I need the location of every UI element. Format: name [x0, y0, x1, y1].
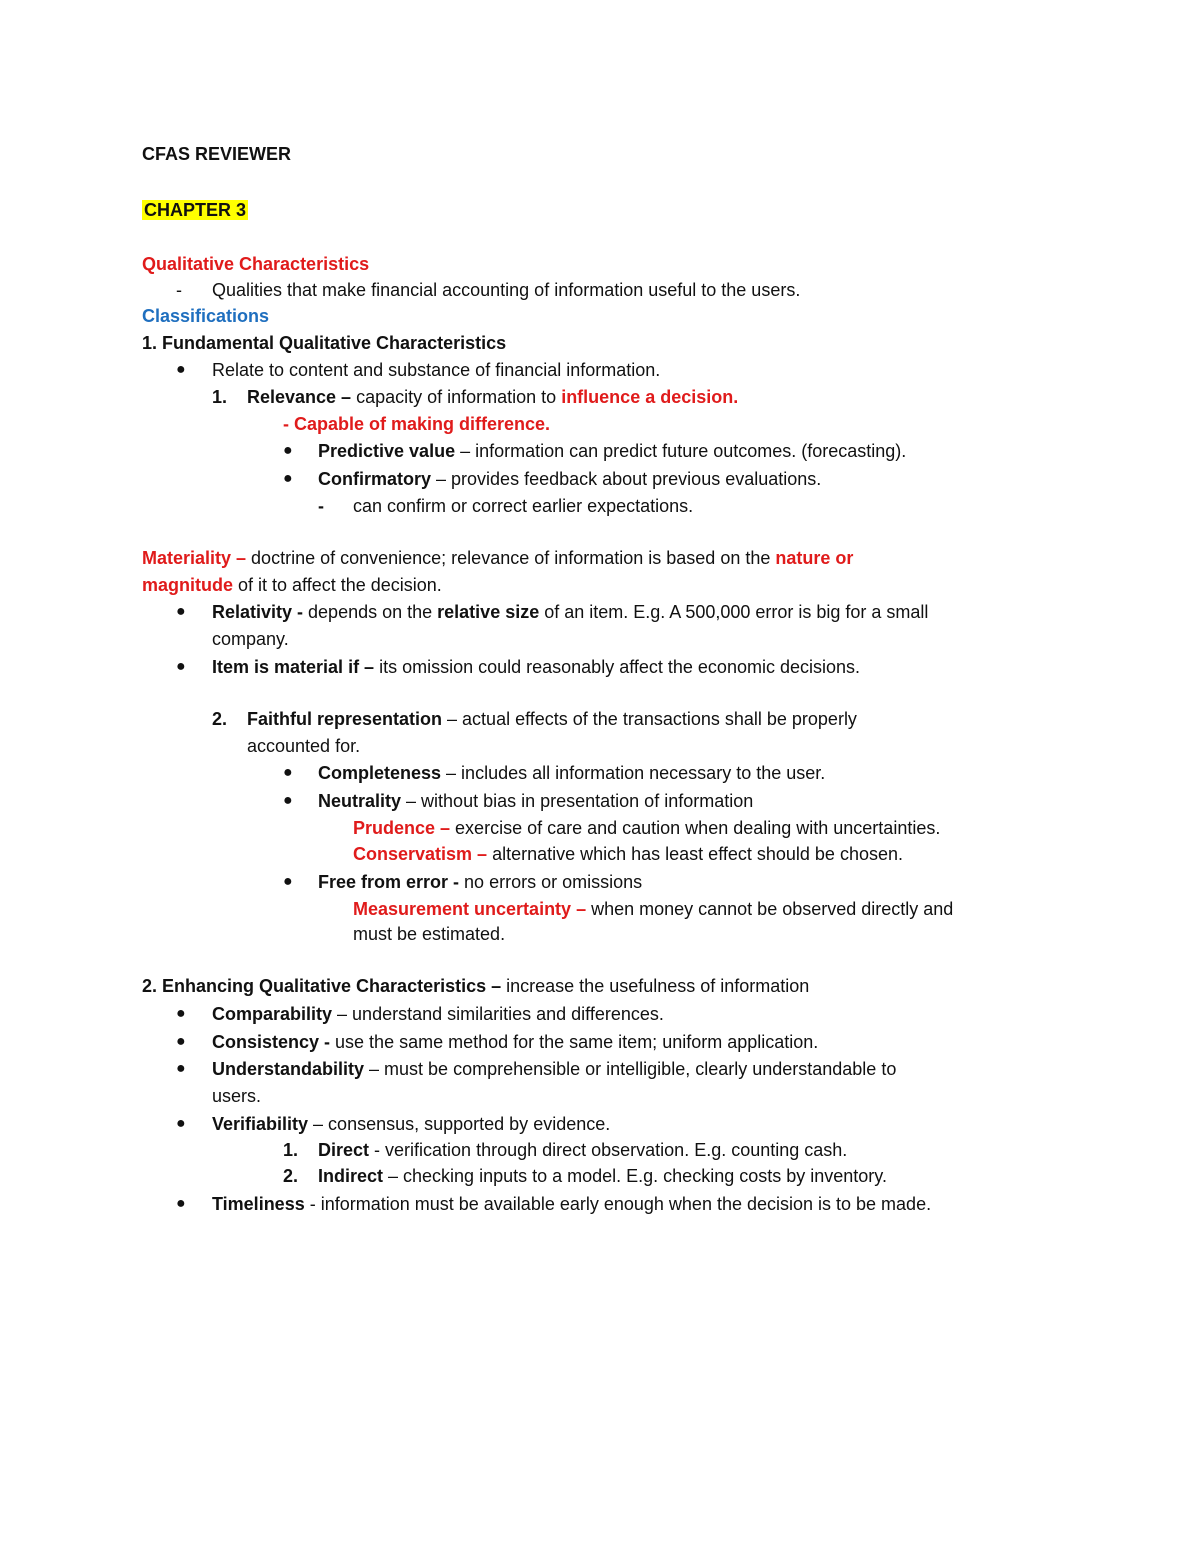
direct-item	[318, 1139, 847, 1161]
completeness-item	[318, 762, 825, 784]
prudence-item	[353, 817, 940, 839]
definition: – actual effects of the transactions shall be properly	[442, 709, 857, 729]
bullet-icon: ●	[176, 1060, 186, 1077]
term: Predictive value	[318, 441, 456, 461]
emphasis: nature or	[775, 548, 854, 568]
definition: use the same method for the same item; uniform application.	[330, 1032, 819, 1052]
term: 2. Enhancing Qualitative Characteristics –	[142, 976, 502, 996]
faithful-representation-cont: accounted for.	[247, 736, 361, 756]
term: Confirmatory	[318, 469, 432, 489]
term: Free from error -	[318, 872, 460, 892]
term: Verifiability	[212, 1114, 309, 1134]
definition: – must be comprehensible or intelligible, clearly understandable to	[364, 1059, 897, 1079]
understandability-item	[212, 1058, 896, 1080]
relevance-item	[247, 386, 738, 408]
confirmatory-subitem: can confirm or correct earlier expectations.	[353, 496, 694, 516]
relativity-item-cont: company.	[212, 629, 289, 649]
neutrality-item	[318, 790, 753, 812]
bullet-icon: ●	[283, 470, 293, 487]
bullet-icon: ●	[176, 658, 186, 675]
materiality-paragraph-cont	[142, 574, 442, 596]
measurement-uncertainty-item	[353, 898, 953, 920]
emphasis: influence a decision.	[561, 387, 739, 407]
term: Comparability	[212, 1004, 333, 1024]
definition: no errors or omissions	[459, 872, 643, 892]
chapter-heading	[142, 199, 248, 221]
list-number: 2.	[212, 709, 228, 729]
timeliness-item	[212, 1193, 931, 1215]
emphasis: magnitude	[142, 575, 234, 595]
dash-marker: -	[318, 496, 324, 516]
definition: – information can predict future outcomes. (forecasting).	[455, 441, 907, 461]
definition: – checking inputs to a model. E.g. checking costs by inventory.	[383, 1166, 887, 1186]
bullet-icon: ●	[176, 1115, 186, 1132]
bullet-icon: ●	[176, 361, 186, 378]
relevance-note: - Capable of making difference.	[283, 414, 551, 434]
predictive-value-item	[318, 440, 906, 462]
bullet-icon: ●	[283, 873, 293, 890]
definition: of it to affect the decision.	[233, 575, 442, 595]
qualitative-definition: Qualities that make financial accounting of information useful to the users.	[212, 280, 801, 300]
bullet-icon: ●	[283, 442, 293, 459]
free-from-error-item	[318, 871, 642, 893]
definition: – without bias in presentation of information	[401, 791, 754, 811]
bullet-icon: ●	[176, 1005, 186, 1022]
document-title: CFAS REVIEWER	[142, 144, 292, 164]
term: Indirect	[318, 1166, 384, 1186]
emphasis: relative size	[437, 602, 540, 622]
term: Materiality –	[142, 548, 247, 568]
term: Relativity -	[212, 602, 304, 622]
definition: - verification through direct observation. E.g. counting cash.	[369, 1140, 848, 1160]
definition: – includes all information necessary to the user.	[441, 763, 826, 783]
enhancing-heading	[142, 975, 809, 997]
bullet-icon: ●	[176, 603, 186, 620]
term: Measurement uncertainty –	[353, 899, 587, 919]
term: Neutrality	[318, 791, 402, 811]
consistency-item	[212, 1031, 818, 1053]
confirmatory-item	[318, 468, 821, 490]
fundamental-description: Relate to content and substance of financial information.	[212, 360, 661, 380]
faithful-representation-item	[247, 708, 857, 730]
term: Prudence –	[353, 818, 451, 838]
chapter-label: CHAPTER 3	[144, 200, 247, 220]
comparability-item	[212, 1003, 664, 1025]
definition: – consensus, supported by evidence.	[308, 1114, 611, 1134]
relativity-item	[212, 601, 928, 623]
verifiability-item	[212, 1113, 610, 1135]
fundamental-heading: 1. Fundamental Qualitative Characteristics	[142, 333, 507, 353]
definition: increase the usefulness of information	[501, 976, 810, 996]
term: Item is material if –	[212, 657, 375, 677]
definition: depends on the	[303, 602, 438, 622]
term: Timeliness	[212, 1194, 305, 1214]
section-heading-qualitative: Qualitative Characteristics	[142, 254, 370, 274]
measurement-uncertainty-cont: must be estimated.	[353, 924, 506, 944]
list-number: 2.	[283, 1166, 299, 1186]
bullet-icon: ●	[176, 1033, 186, 1050]
definition: its omission could reasonably affect the economic decisions.	[374, 657, 860, 677]
materiality-paragraph	[142, 547, 853, 569]
definition: – provides feedback about previous evaluations.	[431, 469, 822, 489]
term: Understandability	[212, 1059, 365, 1079]
definition: alternative which has least effect should be chosen.	[487, 844, 903, 864]
understandability-cont: users.	[212, 1086, 262, 1106]
term: Consistency -	[212, 1032, 331, 1052]
list-number: 1.	[283, 1140, 299, 1160]
term: Completeness	[318, 763, 442, 783]
definition: when money cannot be observed directly and	[586, 899, 954, 919]
bullet-icon: ●	[176, 1195, 186, 1212]
list-number: 1.	[212, 387, 228, 407]
conservatism-item	[353, 843, 903, 865]
term: Relevance –	[247, 387, 352, 407]
definition: exercise of care and caution when dealing with uncertainties.	[450, 818, 941, 838]
bullet-icon: ●	[283, 792, 293, 809]
item-material-item	[212, 656, 860, 678]
definition: - information must be available early enough when the decision is to be made.	[304, 1194, 932, 1214]
definition: capacity of information to	[351, 387, 562, 407]
term: Conservatism –	[353, 844, 488, 864]
term: Direct	[318, 1140, 370, 1160]
indirect-item	[318, 1165, 887, 1187]
definition: doctrine of convenience; relevance of information is based on the	[246, 548, 776, 568]
dash-marker: -	[176, 280, 182, 300]
definition: of an item. E.g. A 500,000 error is big for a small	[539, 602, 929, 622]
term: Faithful representation	[247, 709, 443, 729]
classifications-heading: Classifications	[142, 306, 270, 326]
bullet-icon: ●	[283, 764, 293, 781]
definition: – understand similarities and differences.	[332, 1004, 664, 1024]
